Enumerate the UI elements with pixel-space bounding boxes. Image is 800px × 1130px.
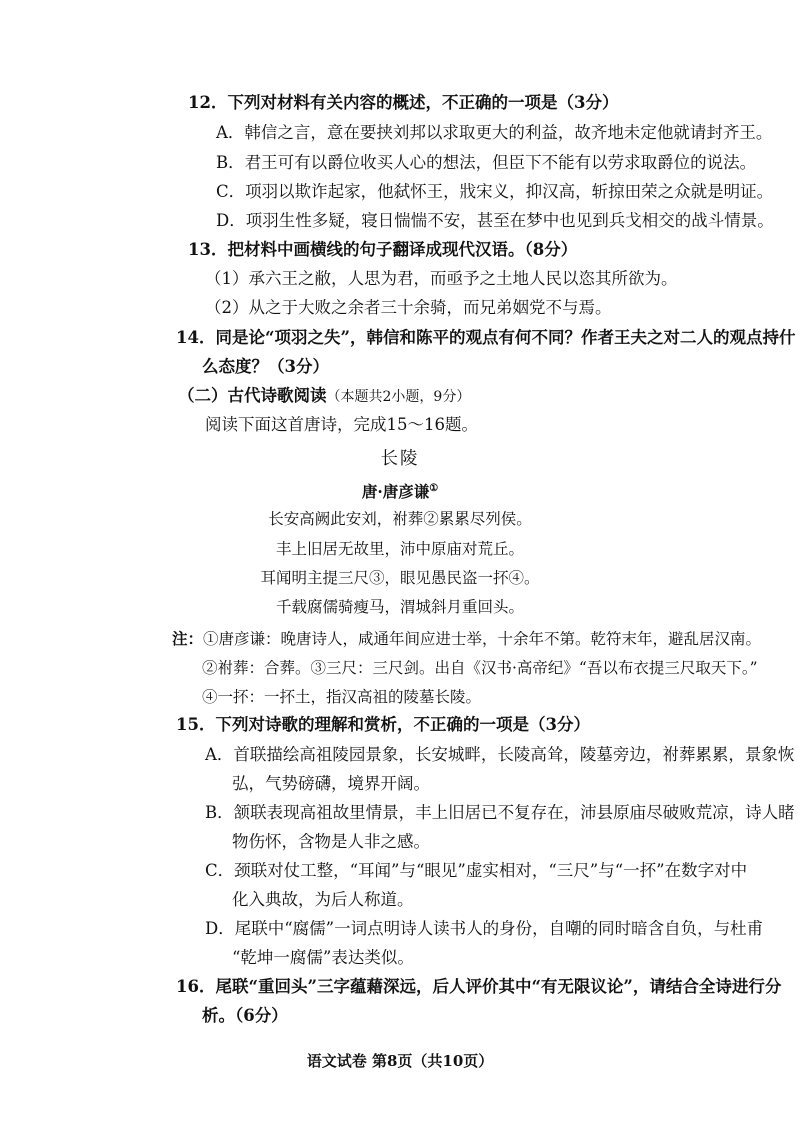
notes-line-2: ②祔葬：合葬。③三尺：三尺剑。出自《汉书·高帝纪》“吾以布衣提三尺取天下。” [202, 659, 758, 677]
poem-author-note-mark: ① [429, 483, 439, 494]
poem-author: 唐·唐彦谦 [361, 482, 430, 502]
poem-line-3: 耳闻明主提三尺③，眼见愚民盗一抔④。 [260, 569, 540, 587]
q15-option-c-line-2: 化入典故，为后人称道。 [232, 890, 414, 909]
section-heading-title: （二）古代诗歌阅读 [178, 386, 327, 405]
q16-line-1: 16．尾联“重回头”三字蕴藉深远，后人评价其中“有无限议论”，请结合全诗进行分 [176, 977, 782, 996]
q15-option-b-line-2: 物伤怀，含物是人非之感。 [232, 832, 430, 851]
q12-stem: 12．下列对材料有关内容的概述，不正确的一项是（3分） [188, 93, 619, 112]
poem-line-1: 长安高阙此安刘，祔葬②累累尽列侯。 [268, 510, 532, 528]
q13-item-2: （2）从之于大败之余者三十余骑，而兄弟姻党不与焉。 [205, 298, 612, 317]
q14-line-1: 14．同是论“项羽之失”，韩信和陈平的观点有何不同？作者王夫之对二人的观点持什 [176, 328, 796, 347]
section-heading-note: （本题共2小题，9分） [326, 389, 471, 405]
q15-stem: 15．下列对诗歌的理解和赏析，不正确的一项是（3分） [176, 715, 590, 734]
notes-label: 注： [172, 629, 204, 648]
q13-stem: 13．把材料中画横线的句子翻译成现代汉语。（8分） [188, 240, 578, 259]
poem-line-2: 丰上旧居无故里，沛中原庙对荒丘。 [275, 540, 524, 558]
poem-title: 长陵 [380, 449, 420, 469]
q15-option-a-line-2: 弘，气势磅礴，境界开阔。 [232, 774, 430, 793]
poem-author-line [0, 478, 800, 503]
q13-item-1: （1）承六王之敝，人思为君，而亟予之土地人民以恣其所欲为。 [205, 269, 678, 288]
notes-line-1 [172, 628, 761, 650]
section-heading [178, 385, 470, 408]
q15-option-b-line-1: B．颔联表现高祖故里情景，丰上旧居已不复存在，沛县原庙尽破败荒凉，诗人睹 [205, 803, 795, 822]
q14-line-2: 么态度？（3分） [202, 357, 329, 376]
q15-option-d-line-2: “乾坤一腐儒”表达类似。 [232, 948, 414, 967]
q12-option-c: C．项羽以欺诈起家，他弑怀王，戕宋义，抑汉高，斩掠田荣之众就是明证。 [216, 182, 774, 201]
q15-option-a-line-1: A．首联描绘高祖陵园景象，长安城畔，长陵高耸，陵墓旁边，祔葬累累，景象恢 [205, 745, 795, 764]
q15-option-c-line-1: C．颈联对仗工整，“耳闻”与“眼见”虚实相对，“三尺”与“一抔”在数字对中 [205, 861, 748, 880]
q12-option-d: D．项羽生性多疑，寝日惴惴不安，甚至在梦中也见到兵戈相交的战斗情景。 [216, 211, 774, 230]
section-instruction: 阅读下面这首唐诗，完成15～16题。 [205, 415, 478, 434]
q15-option-d-line-1: D．尾联中“腐儒”一词点明诗人读书人的身份，自嘲的同时暗含自负，与杜甫 [205, 919, 764, 938]
page-footer: 语文试卷 第8页（共10页） [306, 1052, 494, 1070]
notes-text-1: ①唐彦谦：晚唐诗人，咸通年间应进士举，十余年不第。乾符末年，避乱居汉南。 [203, 630, 762, 648]
q16-line-2: 析。（6分） [202, 1006, 288, 1025]
notes-line-3: ④一抔：一抔土，指汉高祖的陵墓长陵。 [202, 688, 482, 706]
q12-option-a: A．韩信之言，意在要挟刘邦以求取更大的利益，故齐地未定他就请封齐王。 [216, 123, 773, 142]
q12-option-b: B．君王可有以爵位收买人心的想法，但臣下不能有以劳求取爵位的说法。 [216, 153, 757, 172]
poem-line-4: 千载腐儒骑瘦马，渭城斜月重回头。 [275, 598, 524, 616]
